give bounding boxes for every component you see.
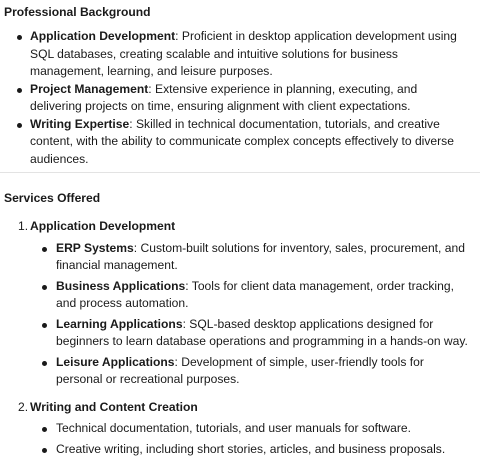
item-text: : Proficient in desktop application development using SQL databases, creating scalable and intuitive solutions for business management, learning, and leisure purposes. — [30, 29, 457, 78]
list-item — [56, 278, 472, 313]
item-term: Project Management — [30, 81, 149, 96]
item-text: Technical documentation, tutorials, and user manuals for software. — [56, 421, 411, 435]
list-item — [30, 81, 472, 116]
item-term: Writing Expertise — [30, 116, 130, 131]
group-title: Writing and Content Creation — [30, 399, 198, 414]
item-text: : Custom-built solutions for inventory, sales, procurement, and financial management. — [56, 240, 465, 272]
group-number: 1. — [18, 219, 29, 233]
list-item — [56, 420, 472, 438]
item-term: Learning Applications — [56, 316, 183, 331]
list-item — [30, 116, 472, 169]
section-divider — [0, 172, 480, 173]
item-term: ERP Systems — [56, 240, 134, 255]
service-items — [30, 420, 472, 458]
list-item — [30, 28, 472, 81]
group-number: 2. — [18, 399, 29, 414]
service-items — [30, 240, 472, 389]
background-list — [30, 28, 472, 168]
service-group — [18, 218, 472, 389]
list-item — [56, 354, 472, 389]
item-term: Application Development — [30, 29, 176, 43]
item-text: : Skilled in technical documentation, tutorials, and creative content, with the ability to communicate complex concepts effectively to diverse audiences. — [30, 116, 454, 166]
item-text: : Tools for client data management, order tracking, and process automation. — [56, 278, 454, 310]
list-item — [56, 240, 472, 275]
item-text: : Development of simple, user-friendly tools for personal or recreational purposes. — [56, 354, 424, 386]
section-title-background: Professional Background — [4, 5, 151, 19]
item-term: Business Applications — [56, 278, 186, 293]
item-text: : SQL-based desktop applications designed for beginners to learn database operations and programming in a hands-on way. — [56, 316, 468, 348]
service-group — [18, 399, 472, 459]
section-title-services: Services Offered — [4, 191, 101, 205]
list-item — [56, 316, 472, 351]
item-term: Leisure Applications — [56, 354, 175, 369]
item-text: Creative writing, including short stories, articles, and business proposals. — [56, 441, 446, 456]
item-text: : Extensive experience in planning, executing, and delivering projects on time, ensuring alignment with client expectations. — [30, 81, 418, 113]
group-title: Application Development — [30, 219, 176, 233]
services-list — [18, 218, 472, 458]
list-item — [56, 441, 472, 459]
